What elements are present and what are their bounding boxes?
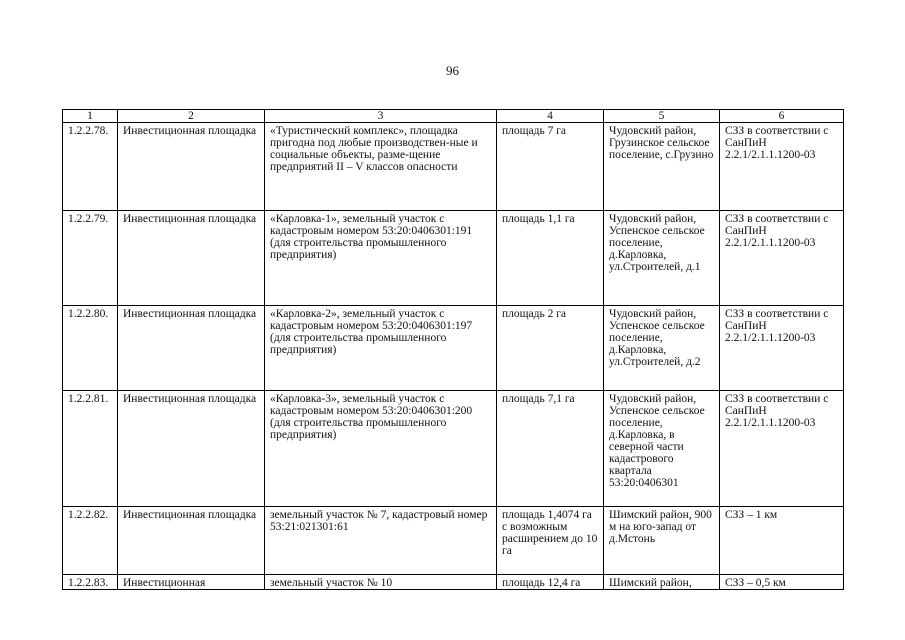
table-row (63, 391, 844, 507)
site-location: Чудовский район, Успенское сельское поселение, д.Карловка, в северной части кадастрового квартала 53:20:0406301 (604, 391, 720, 507)
site-type: Инвестиционная площадка (118, 391, 265, 507)
site-location: Чудовский район, Успенское сельское поселение, д.Карловка, ул.Строителей, д.2 (604, 306, 720, 391)
site-type: Инвестиционная площадка (118, 507, 265, 575)
header-col-3: 3 (265, 110, 497, 123)
header-col-6: 6 (720, 110, 844, 123)
site-type: Инвестиционная площадка (118, 123, 265, 211)
sanitary-zone: СЗЗ в соответствии с СанПиН 2.2.1/2.1.1.1200-03 (720, 391, 844, 507)
site-area: площадь 12,4 га (497, 575, 604, 590)
site-type: Инвестиционная (118, 575, 265, 590)
investment-sites-table (62, 109, 844, 590)
table-row (63, 211, 844, 306)
site-location: Чудовский район, Грузинское сельское поселение, с.Грузино (604, 123, 720, 211)
sanitary-zone: СЗЗ в соответствии с СанПиН 2.2.1/2.1.1.1200-03 (720, 123, 844, 211)
table-row (63, 123, 844, 211)
site-area: площадь 1,1 га (497, 211, 604, 306)
row-number: 1.2.2.81. (63, 391, 118, 507)
table-header-row (63, 110, 844, 123)
site-description: земельный участок № 10 (265, 575, 497, 590)
header-col-2: 2 (118, 110, 265, 123)
row-number: 1.2.2.83. (63, 575, 118, 590)
site-description: земельный участок № 7, кадастровый номер 53:21:021301:61 (265, 507, 497, 575)
site-area: площадь 2 га (497, 306, 604, 391)
sanitary-zone: СЗЗ – 1 км (720, 507, 844, 575)
site-area: площадь 1,4074 га с возможным расширением до 10 га (497, 507, 604, 575)
row-number: 1.2.2.82. (63, 507, 118, 575)
site-description: «Туристический комплекс», площадка пригодна под любые производствен-ные и социальные объекты, разме-щение предприятий II – V классов опасности (265, 123, 497, 211)
site-location: Шимский район, 900 м на юго-запад от д.Мстонь (604, 507, 720, 575)
sanitary-zone: СЗЗ в соответствии с СанПиН 2.2.1/2.1.1.1200-03 (720, 306, 844, 391)
site-location: Чудовский район, Успенское сельское поселение, д.Карловка, ул.Строителей, д.1 (604, 211, 720, 306)
site-description: «Карловка-3», земельный участок с кадастровым номером 53:20:0406301:200 (для строительства промышленного предприятия) (265, 391, 497, 507)
row-number: 1.2.2.80. (63, 306, 118, 391)
sanitary-zone: СЗЗ в соответствии с СанПиН 2.2.1/2.1.1.1200-03 (720, 211, 844, 306)
row-number: 1.2.2.79. (63, 211, 118, 306)
site-description: «Карловка-2», земельный участок с кадастровым номером 53:20:0406301:197 (для строительства промышленного предприятия) (265, 306, 497, 391)
site-area: площадь 7 га (497, 123, 604, 211)
row-number: 1.2.2.78. (63, 123, 118, 211)
site-area: площадь 7,1 га (497, 391, 604, 507)
site-type: Инвестиционная площадка (118, 306, 265, 391)
table-row (63, 306, 844, 391)
header-col-1: 1 (63, 110, 118, 123)
header-col-4: 4 (497, 110, 604, 123)
site-location: Шимский район, (604, 575, 720, 590)
site-type: Инвестиционная площадка (118, 211, 265, 306)
site-description: «Карловка-1», земельный участок с кадастровым номером 53:20:0406301:191 (для строительства промышленного предприятия) (265, 211, 497, 306)
header-col-5: 5 (604, 110, 720, 123)
page-number: 96 (446, 63, 459, 78)
sanitary-zone: СЗЗ – 0,5 км (720, 575, 844, 590)
table-row (63, 575, 844, 590)
table-row (63, 507, 844, 575)
